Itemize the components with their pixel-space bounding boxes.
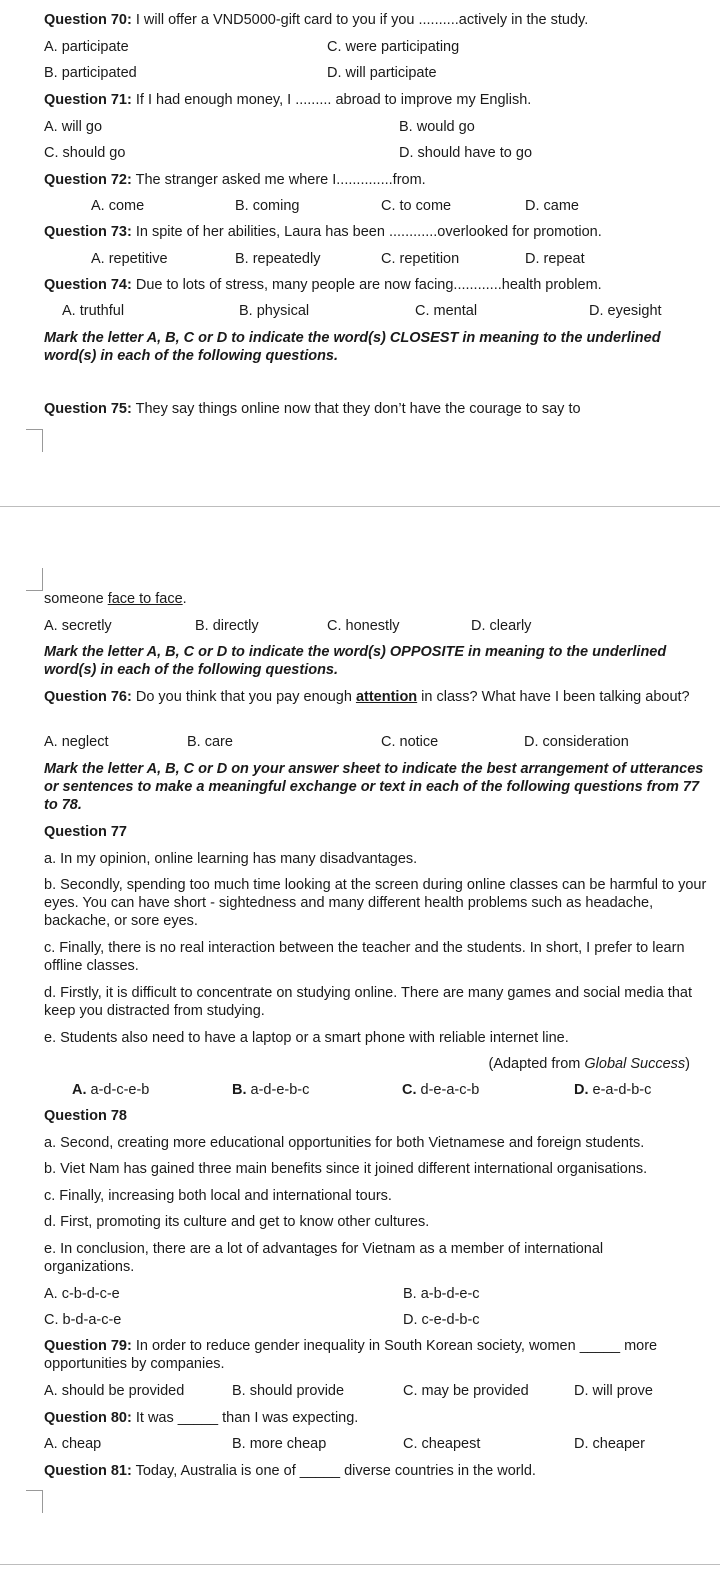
option-d: D. will prove — [574, 1383, 653, 1399]
sentence-c: c. Finally, increasing both local and international tours. — [44, 1188, 392, 1204]
sentence-a: a. Second, creating more educational opportunities for both Vietnamese and foreign students. — [44, 1135, 645, 1151]
sentence-b: b. Viet Nam has gained three main benefits since it joined different international organisations. — [44, 1161, 648, 1177]
option-b: B. a-b-d-e-c — [403, 1286, 480, 1302]
text: (Adapted from — [488, 1056, 585, 1072]
option-c: C. cheapest — [403, 1436, 481, 1452]
option-d: D. should have to go — [399, 145, 533, 161]
sentence-d: d. Firstly, it is difficult to concentrate on studying online. There are many games and social media that keep you distracted from studying. — [44, 985, 692, 1019]
question-text: If I had enough money, I ......... abroad to improve my English. — [131, 92, 532, 108]
question-label: Question 73: — [44, 224, 132, 240]
page-corner-mark — [26, 429, 43, 452]
underlined-phrase: face to face — [107, 591, 183, 607]
option-text: e-a-d-b-c — [592, 1082, 652, 1098]
source-title: Global Success — [584, 1056, 686, 1072]
page-break-line — [0, 506, 720, 507]
option-d: D. will participate — [327, 65, 437, 81]
question-label: Question 72: — [44, 172, 132, 188]
question-text: Today, Australia is one of _____ diverse countries in the world. — [131, 1463, 536, 1479]
question-76 — [44, 688, 704, 706]
question-text: It was _____ than I was expecting. — [131, 1410, 359, 1426]
question-78-label: Question 78 — [44, 1108, 127, 1124]
option-c: C. were participating — [327, 39, 460, 55]
option-a: A. should be provided — [44, 1383, 185, 1399]
option-b: B. coming — [235, 198, 300, 214]
question-text: They say things online now that they don’t have the courage to say to — [131, 401, 581, 417]
question-74 — [44, 276, 602, 294]
instruction-opposite: Mark the letter A, B, C or D to indicate the word(s) OPPOSITE in meaning to the underlined word(s) in each of the following questions. — [44, 644, 667, 678]
sentence-d: d. First, promoting its culture and get to know other cultures. — [44, 1214, 430, 1230]
option-letter: D. — [574, 1082, 589, 1098]
question-label: Question 79: — [44, 1338, 132, 1354]
instruction-arrange: Mark the letter A, B, C or D on your answer sheet to indicate the best arrangement of utterances or sentences to make a meaningful exchange or text in each of the following questions from 77 to 78. — [44, 761, 704, 813]
option-a — [72, 1081, 149, 1099]
question-label: Question 71: — [44, 92, 132, 108]
option-d — [574, 1081, 651, 1099]
option-text: a-d-e-b-c — [250, 1082, 310, 1098]
option-d: D. eyesight — [589, 303, 662, 319]
option-d: D. c-e-d-b-c — [403, 1312, 480, 1328]
option-text: a-d-c-e-b — [90, 1082, 150, 1098]
option-b: B. directly — [195, 618, 259, 634]
option-b: B. should provide — [232, 1383, 345, 1399]
option-a: A. c-b-d-c-e — [44, 1286, 120, 1302]
question-70 — [44, 11, 588, 29]
option-letter: B. — [232, 1082, 247, 1098]
page-corner-mark — [26, 568, 43, 591]
text: Do you think that you pay enough — [131, 689, 356, 705]
option-a: A. secretly — [44, 618, 112, 634]
sentence-c: c. Finally, there is no real interaction between the teacher and the students. In short, I prefer to learn offline classes. — [44, 940, 685, 974]
question-label: Question 80: — [44, 1410, 132, 1426]
option-b — [232, 1081, 309, 1099]
question-73 — [44, 223, 602, 241]
question-text: In spite of her abilities, Laura has been ............overlooked for promotion. — [131, 224, 602, 240]
option-a: A. neglect — [44, 734, 109, 750]
option-c — [402, 1081, 479, 1099]
question-label: Question 76: — [44, 689, 132, 705]
text: . — [182, 591, 187, 607]
text: ) — [685, 1056, 690, 1072]
option-a: A. cheap — [44, 1436, 102, 1452]
question-text: I will offer a VND5000-gift card to you if you ..........actively in the study. — [131, 12, 589, 28]
option-c: C. to come — [381, 198, 452, 214]
option-b: B. repeatedly — [235, 251, 321, 267]
question-75-continued — [44, 590, 187, 608]
question-label: Question 75: — [44, 401, 132, 417]
option-b: B. physical — [239, 303, 310, 319]
question-text: In order to reduce gender inequality in South Korean society, women _____ more opportunities by companies. — [44, 1338, 658, 1372]
question-label: Question 81: — [44, 1463, 132, 1479]
question-75 — [44, 400, 581, 418]
option-d: D. consideration — [524, 734, 629, 750]
option-c: C. should go — [44, 145, 126, 161]
page-break-line — [0, 1564, 720, 1565]
option-c: C. mental — [415, 303, 478, 319]
option-c: C. repetition — [381, 251, 460, 267]
question-71 — [44, 91, 531, 109]
source-note — [488, 1055, 690, 1073]
question-text: The stranger asked me where I..............from. — [131, 172, 426, 188]
underlined-word: attention — [355, 689, 418, 705]
option-a: A. participate — [44, 39, 129, 55]
option-b: B. care — [187, 734, 233, 750]
instruction-closest: Mark the letter A, B, C or D to indicate the word(s) CLOSEST in meaning to the underlined word(s) in each of the following questions. — [44, 330, 661, 364]
sentence-a: a. In my opinion, online learning has many disadvantages. — [44, 851, 418, 867]
option-a: A. truthful — [62, 303, 125, 319]
option-c: C. honestly — [327, 618, 400, 634]
question-77-label: Question 77 — [44, 824, 127, 840]
question-79 — [44, 1337, 704, 1373]
option-a: A. come — [91, 198, 145, 214]
option-b: B. participated — [44, 65, 137, 81]
option-letter: C. — [402, 1082, 417, 1098]
option-b: B. would go — [399, 119, 475, 135]
option-d: D. clearly — [471, 618, 532, 634]
option-a: A. will go — [44, 119, 103, 135]
sentence-b: b. Secondly, spending too much time looking at the screen during online classes can be harmful to your eyes. You can have short - sightedness and many different health problems such as headache, backache, or sore eyes. — [44, 877, 707, 929]
option-letter: A. — [72, 1082, 87, 1098]
option-c: C. notice — [381, 734, 439, 750]
option-d: D. came — [525, 198, 579, 214]
option-d: D. repeat — [525, 251, 585, 267]
option-b: B. more cheap — [232, 1436, 327, 1452]
option-c: C. b-d-a-c-e — [44, 1312, 122, 1328]
page-corner-mark — [26, 1490, 43, 1513]
sentence-e: e. In conclusion, there are a lot of advantages for Vietnam as a member of international organizations. — [44, 1241, 604, 1275]
option-c: C. may be provided — [403, 1383, 529, 1399]
option-text: d-e-a-c-b — [420, 1082, 480, 1098]
question-text: Due to lots of stress, many people are now facing............health problem. — [131, 277, 602, 293]
question-label: Question 74: — [44, 277, 132, 293]
question-72 — [44, 171, 426, 189]
question-81 — [44, 1462, 536, 1480]
text: in class? What have I been talking about? — [417, 689, 690, 705]
option-a: A. repetitive — [91, 251, 168, 267]
option-d: D. cheaper — [574, 1436, 645, 1452]
sentence-e: e. Students also need to have a laptop or a smart phone with reliable internet line. — [44, 1030, 569, 1046]
question-80 — [44, 1409, 358, 1427]
text: someone — [44, 591, 108, 607]
question-label: Question 70: — [44, 12, 132, 28]
